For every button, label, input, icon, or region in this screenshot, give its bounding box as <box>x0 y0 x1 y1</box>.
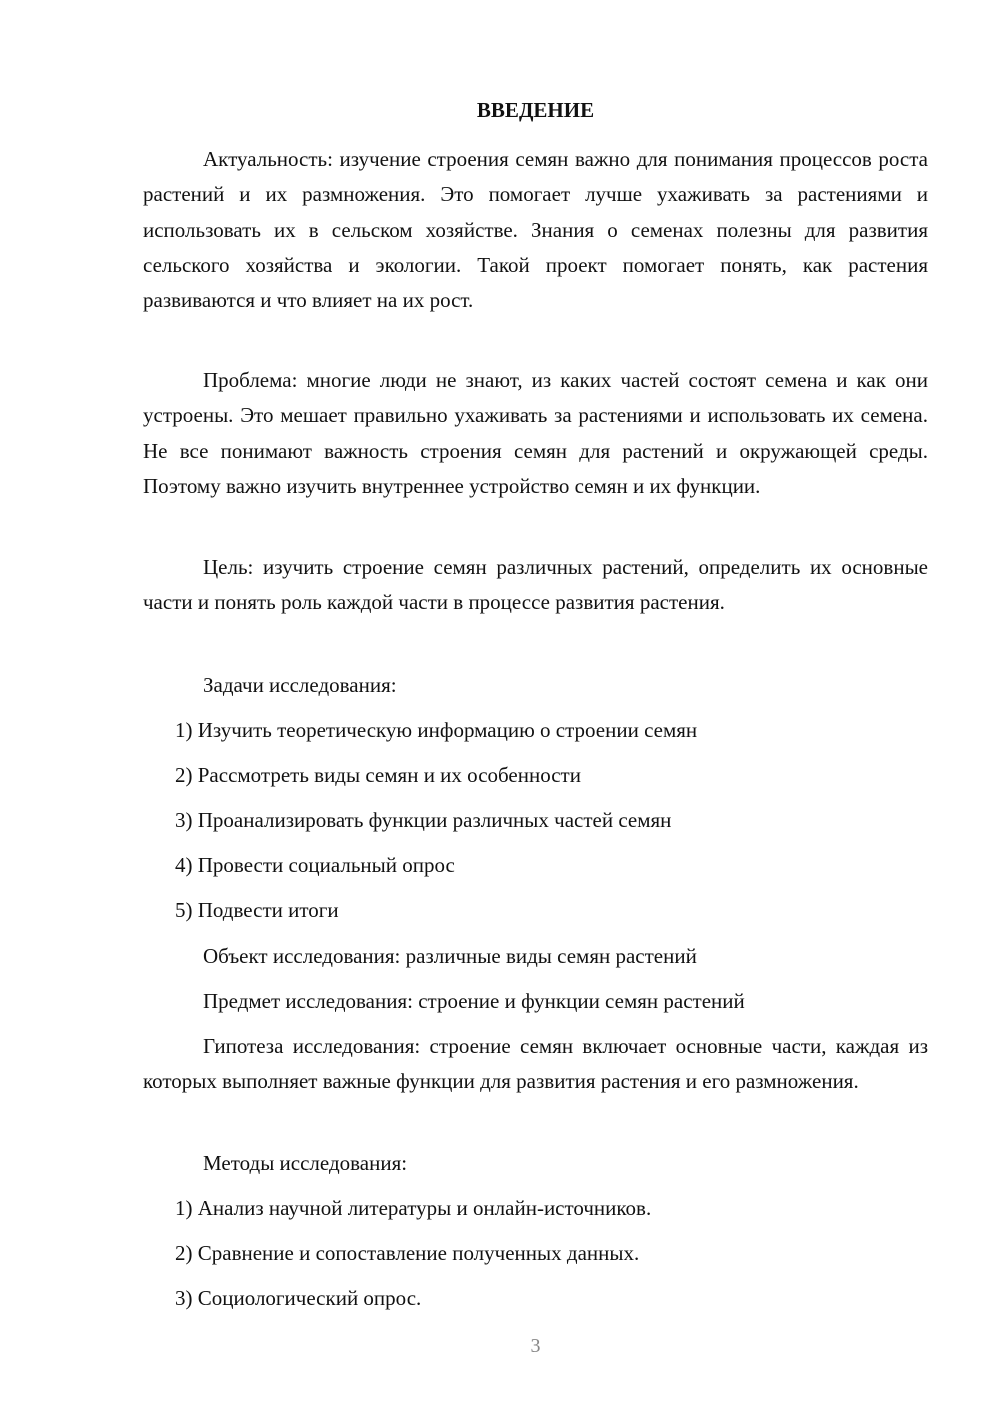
method-item: 3) Социологический опрос. <box>175 1286 422 1310</box>
method-item: 1) Анализ научной литературы и онлайн-источников. <box>175 1196 652 1220</box>
paragraph-goal: Цель: изучить строение семян различных растений, определить их основные части и понять роль каждой части в процессе развития растения. <box>143 555 928 615</box>
paragraph-problem: Проблема: многие люди не знают, из каких частей состоят семена и как они устроены. Это мешает правильно ухаживать за растениями и использовать их семена. Не все понимают важность строения семян для растений и окружающей среды. Поэтому важно изучить внутреннее устройство семян и их функции. <box>143 368 928 498</box>
paragraph-hypothesis: Гипотеза исследования: строение семян включает основные части, каждая из которых выполняет важные функции для развития растения и его размножения. <box>143 1034 928 1094</box>
task-item: 5) Подвести итоги <box>175 898 339 922</box>
tasks-heading: Задачи исследования: <box>203 673 397 697</box>
task-item: 3) Проанализировать функции различных частей семян <box>175 808 672 832</box>
methods-heading: Методы исследования: <box>203 1151 408 1175</box>
method-item: 2) Сравнение и сопоставление полученных данных. <box>175 1241 640 1265</box>
task-item: 4) Провести социальный опрос <box>175 853 455 877</box>
page-number: 3 <box>530 1335 541 1357</box>
task-item: 1) Изучить теоретическую информацию о строении семян <box>175 718 698 742</box>
task-item: 2) Рассмотреть виды семян и их особенности <box>175 763 581 787</box>
research-subject: Предмет исследования: строение и функции семян растений <box>203 989 745 1013</box>
paragraph-relevance: Актуальность: изучение строения семян важно для понимания процессов роста растений и их размножения. Это помогает лучше ухаживать за растениями и использовать их в сельском хозяйстве. Знания о семенах полезны для развития сельского хозяйства и экологии. Такой проект помогает понять, как растения развиваются и что влияет на их рост. <box>143 147 928 313</box>
research-object: Объект исследования: различные виды семян растений <box>203 944 697 968</box>
page-title: ВВЕДЕНИЕ <box>476 98 595 122</box>
